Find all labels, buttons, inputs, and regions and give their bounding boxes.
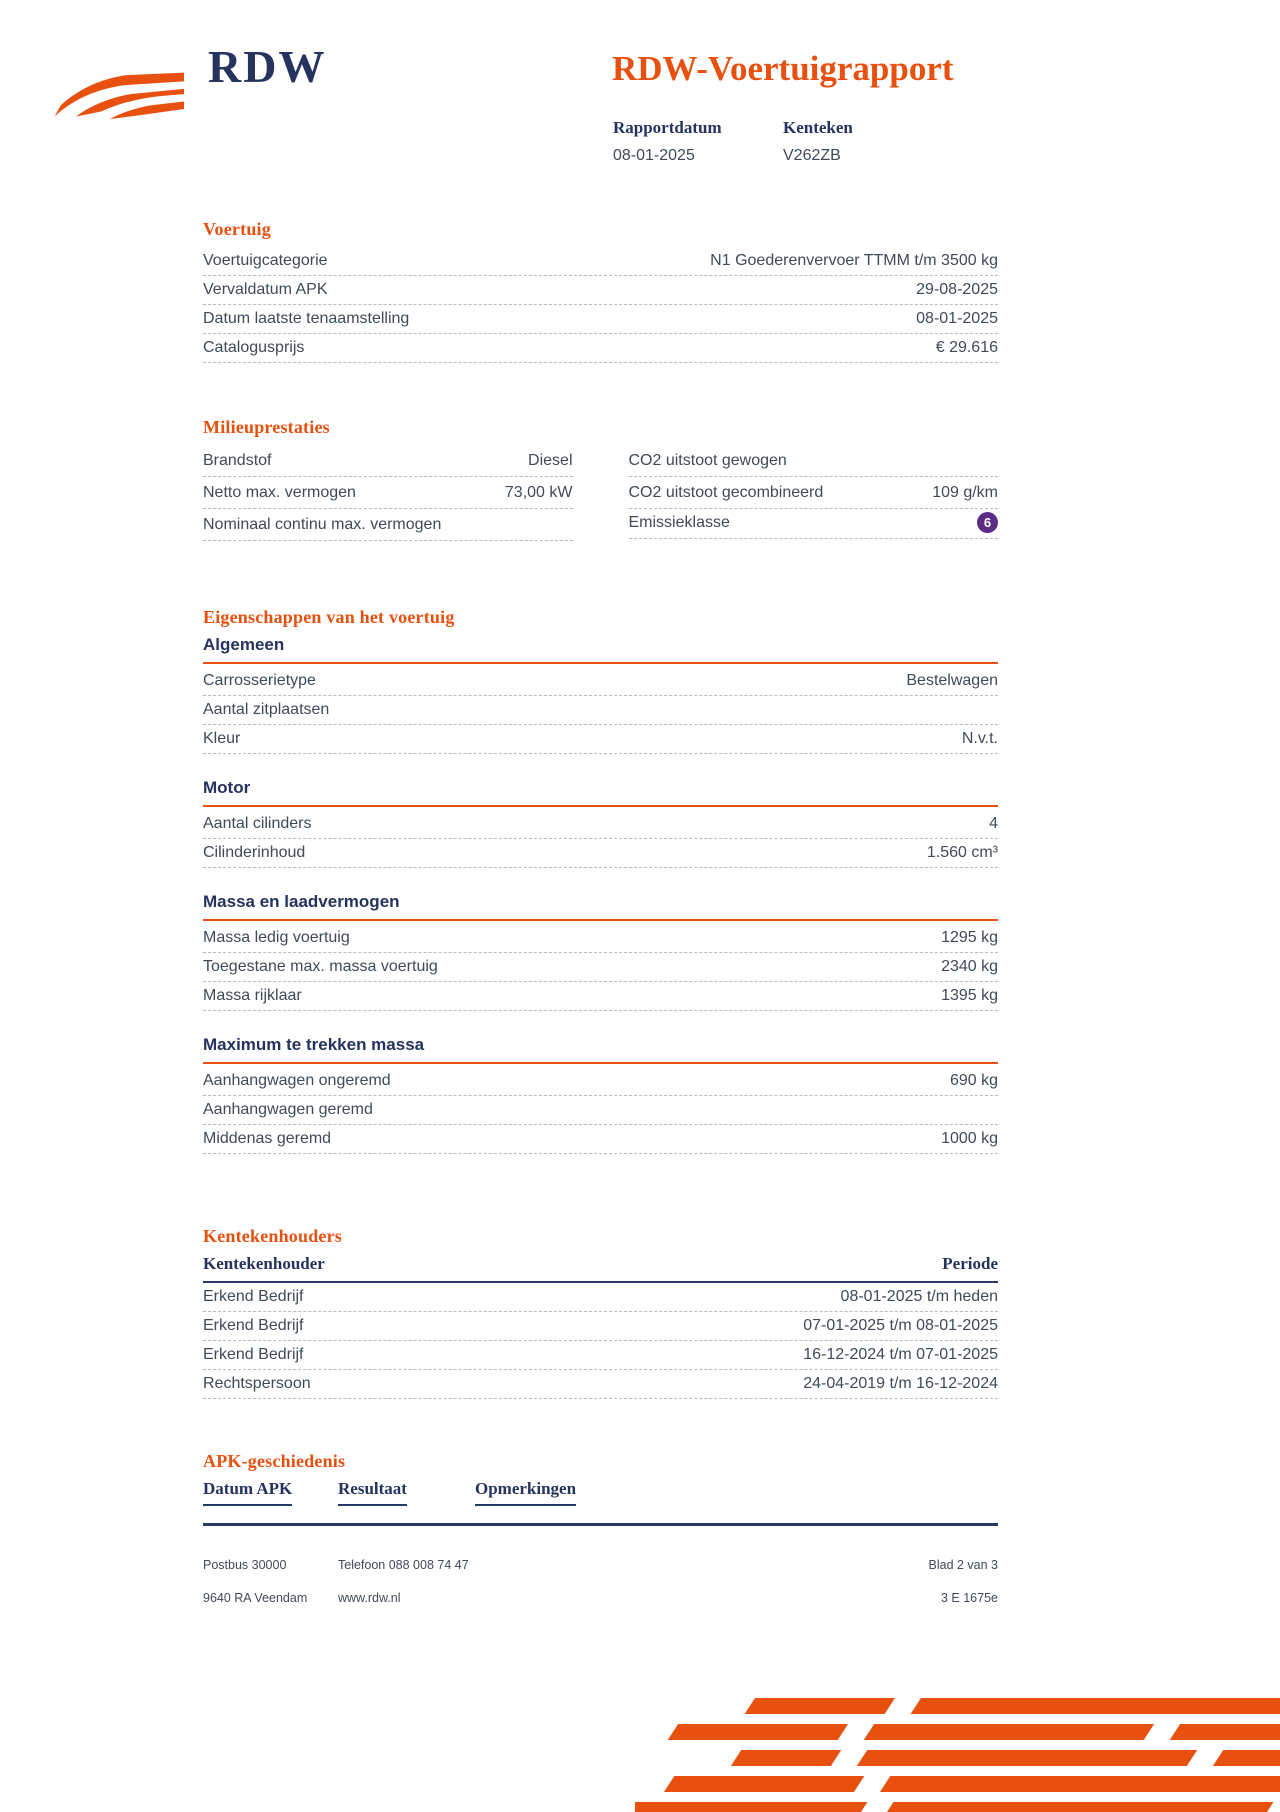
row-value: 73,00 kW bbox=[504, 484, 573, 501]
footer-telefoon: Telefoon 088 008 74 47 bbox=[338, 1558, 469, 1572]
table-row bbox=[203, 1096, 998, 1125]
table-row bbox=[203, 509, 573, 541]
row-label: Netto max. vermogen bbox=[203, 484, 356, 501]
table-row bbox=[203, 276, 998, 305]
subsection-trekken-massa bbox=[203, 1035, 998, 1154]
table-row bbox=[203, 839, 998, 868]
row-label: Kleur bbox=[203, 730, 241, 747]
milieu-columns bbox=[203, 445, 998, 541]
column-header-opmerkingen: Opmerkingen bbox=[475, 1479, 576, 1506]
holder-cell: Erkend Bedrijf bbox=[203, 1346, 304, 1363]
row-label: Aantal zitplaatsen bbox=[203, 701, 330, 718]
column-header-kentekenhouder: Kentekenhouder bbox=[203, 1254, 325, 1273]
row-label: CO2 uitstoot gecombineerd bbox=[628, 484, 824, 501]
footer-postbus: Postbus 30000 bbox=[203, 1558, 287, 1572]
row-value: € 29.616 bbox=[935, 339, 998, 356]
table-row bbox=[203, 1341, 998, 1370]
table-row bbox=[203, 1312, 998, 1341]
row-value: 690 kg bbox=[949, 1072, 998, 1089]
row-value: 4 bbox=[989, 815, 998, 832]
row-label: Aanhangwagen ongeremd bbox=[203, 1072, 391, 1089]
row-value: 29-08-2025 bbox=[916, 281, 998, 298]
kenteken-block bbox=[783, 118, 853, 165]
table-row bbox=[203, 334, 998, 363]
holder-cell: Rechtspersoon bbox=[203, 1375, 311, 1392]
report-content bbox=[203, 219, 998, 1526]
footer-doc-code: 3 E 1675e bbox=[941, 1591, 998, 1605]
row-label: CO2 uitstoot gewogen bbox=[628, 452, 787, 469]
subsection-title: Massa en laadvermogen bbox=[203, 892, 998, 921]
kentekenhouders-rows bbox=[203, 1283, 998, 1399]
kenteken-label: Kenteken bbox=[783, 118, 853, 137]
periode-cell: 24-04-2019 t/m 16-12-2024 bbox=[803, 1375, 998, 1392]
periode-cell: 16-12-2024 t/m 07-01-2025 bbox=[803, 1346, 998, 1363]
row-label: Vervaldatum APK bbox=[203, 281, 328, 298]
table-row bbox=[203, 445, 573, 477]
row-value: 08-01-2025 bbox=[916, 310, 998, 327]
kenteken-value: V262ZB bbox=[783, 147, 841, 164]
table-row bbox=[203, 696, 998, 725]
column-header-resultaat: Resultaat bbox=[338, 1479, 407, 1506]
table-row bbox=[203, 1067, 998, 1096]
table-row bbox=[203, 477, 573, 509]
section-apk-geschiedenis bbox=[203, 1451, 998, 1526]
table-row bbox=[203, 305, 998, 334]
row-label: Aantal cilinders bbox=[203, 815, 312, 832]
table-row bbox=[629, 445, 999, 477]
footer-website: www.rdw.nl bbox=[338, 1591, 401, 1605]
subsection-title: Motor bbox=[203, 778, 998, 807]
row-value: 1.560 cm³ bbox=[926, 844, 998, 861]
row-label: Emissieklasse bbox=[628, 514, 730, 531]
row-label: Aanhangwagen geremd bbox=[203, 1101, 373, 1118]
holder-cell: Erkend Bedrijf bbox=[203, 1288, 304, 1305]
rapportdatum-block bbox=[613, 118, 783, 165]
section-title: APK-geschiedenis bbox=[203, 1451, 346, 1471]
subsection-motor bbox=[203, 778, 998, 868]
row-value: Bestelwagen bbox=[906, 672, 998, 689]
section-milieuprestaties bbox=[203, 417, 998, 541]
table-row bbox=[203, 982, 998, 1011]
row-label: Cilinderinhoud bbox=[203, 844, 306, 861]
row-label: Brandstof bbox=[203, 452, 272, 469]
subsection-title: Maximum te trekken massa bbox=[203, 1035, 998, 1064]
apk-table-header bbox=[203, 1479, 998, 1506]
row-value: Diesel bbox=[528, 452, 573, 469]
column-header-periode: Periode bbox=[942, 1254, 998, 1273]
table-row bbox=[203, 1283, 998, 1312]
periode-cell: 07-01-2025 t/m 08-01-2025 bbox=[803, 1317, 998, 1334]
kentekenhouders-table-header bbox=[203, 1254, 998, 1283]
row-label: Massa rijklaar bbox=[203, 987, 302, 1004]
milieu-right-column bbox=[629, 445, 999, 541]
row-label: Nominaal continu max. vermogen bbox=[203, 516, 442, 533]
rdw-logo-text: RDW bbox=[208, 41, 327, 92]
rapportdatum-value: 08-01-2025 bbox=[613, 147, 695, 164]
row-value: 109 g/km bbox=[932, 484, 998, 501]
row-value: 1295 kg bbox=[941, 929, 998, 946]
table-row bbox=[203, 667, 998, 696]
report-footer bbox=[203, 1558, 998, 1624]
section-title: Eigenschappen van het voertuig bbox=[203, 607, 455, 627]
emissieklasse-row bbox=[629, 509, 999, 539]
section-kentekenhouders bbox=[203, 1226, 998, 1399]
table-row bbox=[203, 924, 998, 953]
rdw-logo bbox=[52, 41, 327, 133]
table-row bbox=[203, 247, 998, 276]
subsection-title: Algemeen bbox=[203, 635, 998, 664]
emissieklasse-badge: 6 bbox=[977, 512, 998, 533]
milieu-left-column bbox=[203, 445, 573, 541]
section-title: Voertuig bbox=[203, 219, 271, 239]
row-value: 1000 kg bbox=[941, 1130, 998, 1147]
voertuig-rows bbox=[203, 247, 998, 363]
section-title: Kentekenhouders bbox=[203, 1226, 343, 1246]
footer-page-number: Blad 2 van 3 bbox=[928, 1558, 998, 1572]
table-row bbox=[629, 477, 999, 509]
table-row bbox=[203, 1370, 998, 1399]
report-meta bbox=[613, 118, 853, 165]
row-label: Carrosserietype bbox=[203, 672, 316, 689]
row-value: N1 Goederenvervoer TTMM t/m 3500 kg bbox=[710, 252, 998, 269]
section-voertuig bbox=[203, 219, 998, 363]
row-label: Voertuigcategorie bbox=[203, 252, 328, 269]
row-label: Middenas geremd bbox=[203, 1130, 332, 1147]
row-label: Datum laatste tenaamstelling bbox=[203, 310, 410, 327]
apk-table-bottom-rule bbox=[203, 1523, 998, 1526]
subsection-algemeen bbox=[203, 635, 998, 754]
table-row bbox=[203, 725, 998, 754]
row-value: N.v.t. bbox=[961, 730, 998, 747]
footer-plaats: 9640 RA Veendam bbox=[203, 1591, 308, 1605]
row-value: 1395 kg bbox=[941, 987, 998, 1004]
table-row bbox=[203, 1125, 998, 1154]
rapportdatum-label: Rapportdatum bbox=[613, 118, 722, 137]
row-value: 2340 kg bbox=[941, 958, 998, 975]
subsection-massa bbox=[203, 892, 998, 1011]
row-label: Massa ledig voertuig bbox=[203, 929, 350, 946]
row-label: Catalogusprijs bbox=[203, 339, 305, 356]
rdw-stripes-graphic bbox=[635, 1694, 1280, 1812]
section-eigenschappen bbox=[203, 607, 998, 1154]
section-title: Milieuprestaties bbox=[203, 417, 330, 437]
periode-cell: 08-01-2025 t/m heden bbox=[840, 1288, 998, 1305]
column-header-datum-apk: Datum APK bbox=[203, 1479, 292, 1506]
row-label: Toegestane max. massa voertuig bbox=[203, 958, 438, 975]
document-title: RDW-Voertuigrapport bbox=[612, 49, 954, 88]
holder-cell: Erkend Bedrijf bbox=[203, 1317, 304, 1334]
table-row bbox=[203, 953, 998, 982]
table-row bbox=[203, 810, 998, 839]
rdw-flag-icon bbox=[52, 70, 184, 133]
